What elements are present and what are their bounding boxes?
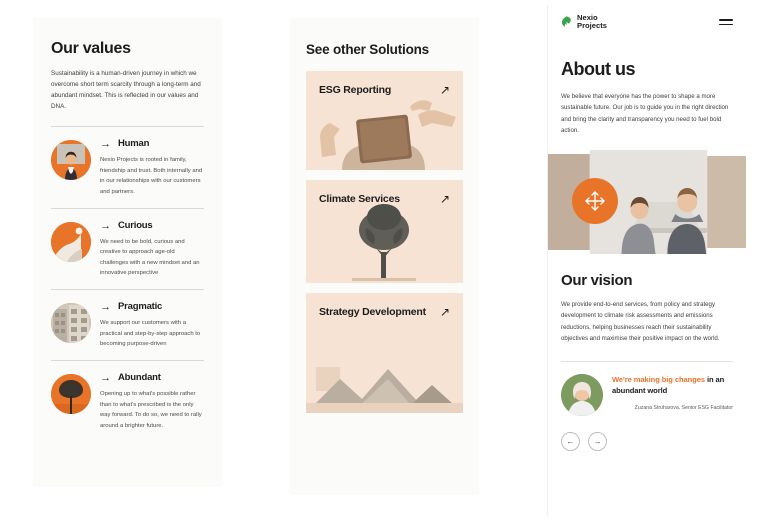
arrow-up-right-icon: ↗	[439, 192, 450, 206]
brand-line-1: Nexio	[577, 12, 598, 22]
menu-bar-2	[719, 24, 733, 25]
solutions-title: See other Solutions	[306, 42, 429, 57]
value-description: Opening up to what's possible rather than to what's prescribed is the only way forward. To do so, we need to rally around a brighter future.	[100, 390, 202, 429]
value-thumbnail-human	[51, 140, 91, 180]
arrows-expand-icon	[584, 190, 606, 212]
values-intro-text: Sustainability is a human-driven journey in which we overcome short term scarcity through a long-term and abundant mindset. This is reflected in our values and DNA.	[51, 70, 201, 111]
value-header	[100, 220, 204, 231]
quote-rest: in an abundant world	[612, 375, 725, 396]
value-description: We need to be bold, curious and creative to approach age-old challenges with a new mindset and an innovative perspective	[100, 238, 200, 277]
arrow-right-icon: →	[100, 219, 111, 232]
arrow-right-icon: →	[100, 301, 111, 314]
solution-card-header	[306, 71, 463, 97]
arrow-right-icon: →	[100, 371, 111, 384]
solution-card-climate-services[interactable]	[306, 180, 463, 283]
list-item[interactable]	[51, 208, 204, 290]
arrow-up-right-icon: ↗	[439, 83, 450, 97]
testimonial	[561, 361, 733, 416]
our-values-panel	[33, 18, 222, 487]
arrow-right-icon: →	[100, 138, 111, 151]
menu-icon[interactable]	[719, 19, 733, 25]
value-body	[100, 372, 204, 432]
about-paragraph: We believe that everyone has the power to shape a more sustainable future. Our job is to guide you in the right direction and bring the clarity and transparency you need to fuel bold action.	[561, 93, 729, 134]
about-us-panel	[547, 5, 746, 516]
vision-paragraph: We provide end-to-end services, from policy and strategy development to climate risk assessments and emissions reductions, helping businesses reach their sustainability objectives and maximise their positive impact on the world.	[561, 301, 720, 342]
value-body	[100, 220, 204, 280]
list-item[interactable]	[51, 289, 204, 360]
leaf-icon	[561, 16, 572, 28]
value-thumbnail-pragmatic	[51, 303, 91, 343]
menu-bar-1	[719, 19, 733, 20]
vision-section	[548, 272, 746, 467]
value-header	[100, 138, 204, 149]
solution-card-strategy-development[interactable]	[306, 293, 463, 413]
carousel-prev-button[interactable]: ←	[561, 432, 580, 451]
about-intro-section	[548, 59, 746, 136]
arrow-up-right-icon: ↗	[439, 305, 450, 319]
value-header	[100, 301, 204, 312]
value-body	[100, 138, 204, 198]
see-other-solutions-panel	[290, 18, 479, 495]
brand-line-2: Projects	[577, 21, 607, 30]
value-thumbnail-abundant	[51, 374, 91, 414]
list-item[interactable]	[51, 126, 204, 208]
value-name: Curious	[118, 219, 153, 231]
value-description: We support our customers with a practical and step-by-step approach to becoming purpose-driven	[100, 320, 201, 348]
solution-card-esg-reporting[interactable]	[306, 71, 463, 170]
testimonial-quote	[612, 374, 733, 396]
testimonial-attribution: Zuzana Struharova, Senior ESG Facilitator	[634, 405, 733, 412]
quote-highlight: We're making big changes	[612, 375, 705, 385]
brand-name	[577, 14, 607, 31]
solution-card-title: Strategy Development	[319, 306, 426, 318]
value-name: Abundant	[118, 371, 161, 383]
expand-badge[interactable]	[572, 178, 618, 224]
list-item[interactable]	[51, 360, 204, 442]
avatar	[561, 374, 603, 416]
about-heading: About us	[561, 59, 635, 79]
solution-card-header	[306, 293, 463, 319]
value-name: Pragmatic	[118, 301, 163, 313]
hero-image	[548, 150, 746, 254]
carousel-controls	[561, 432, 733, 467]
solution-card-header	[306, 180, 463, 206]
site-header	[548, 5, 746, 39]
value-thumbnail-curious	[51, 222, 91, 262]
brand-logo[interactable]	[561, 14, 607, 31]
vision-heading: Our vision	[561, 272, 633, 290]
carousel-next-button[interactable]: →	[588, 432, 607, 451]
value-body	[100, 301, 204, 350]
value-header	[100, 372, 204, 383]
solution-card-title: Climate Services	[319, 193, 400, 205]
page-title: Our values	[51, 40, 131, 57]
solution-card-title: ESG Reporting	[319, 84, 392, 96]
testimonial-body	[612, 374, 733, 411]
value-description: Nexio Projects is rooted in family, friendship and trust. Both internally and in our relationships with our customers and partners.	[100, 157, 203, 195]
value-name: Human	[118, 138, 150, 150]
